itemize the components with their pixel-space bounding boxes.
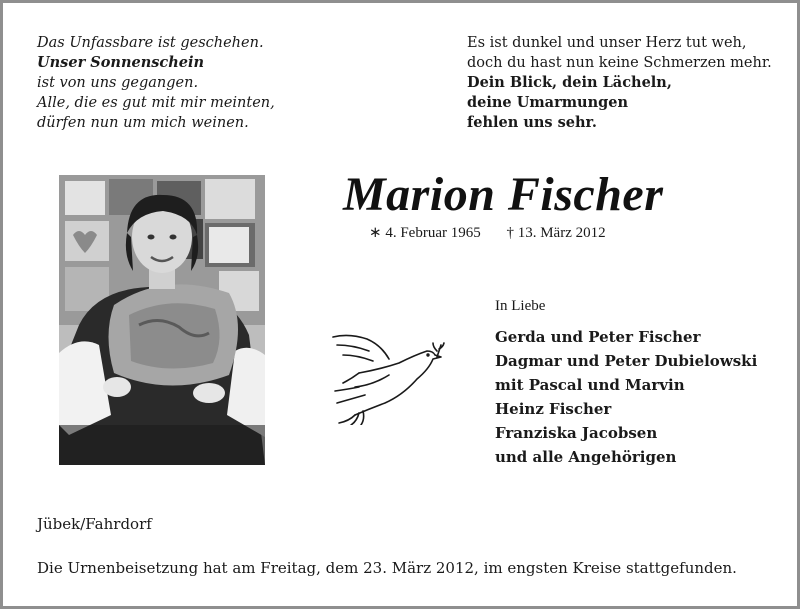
verse-left-line: Unser Sonnenschein (37, 54, 205, 71)
mourners-intro: In Liebe (495, 298, 546, 314)
mourner-entry: Gerda und Peter Fischer (495, 328, 701, 346)
verse-right-line: deine Umarmungen (467, 94, 629, 111)
place-of-residence: Jübek/Fahrdorf (37, 515, 152, 533)
mourner-entry: Heinz Fischer (495, 400, 612, 418)
verse-right-line: Dein Blick, dein Lächeln, (467, 74, 672, 91)
verse-left-line: ist von uns gegangen. (37, 75, 199, 91)
verse-right-line: Es ist dunkel und unser Herz tut weh, (467, 35, 747, 51)
burial-notice: Die Urnenbeisetzung hat am Freitag, dem 23. März 2012, im engsten Kreise stattgefunden. (37, 559, 737, 577)
mourner-entry: und alle Angehörigen (495, 448, 677, 466)
birth-date: ∗ 4. Februar 1965 (369, 225, 481, 241)
portrait-photo (59, 175, 265, 465)
death-date: † 13. März 2012 (506, 225, 606, 241)
verse-left (37, 33, 275, 133)
portrait-photo-image (59, 175, 265, 465)
mourner-entry: Dagmar und Peter Dubielowski (495, 352, 758, 370)
verse-left-line: Alle, die es gut mit mir meinten, (37, 95, 275, 111)
verse-right (467, 33, 772, 133)
verse-right-line: doch du hast nun keine Schmerzen mehr. (467, 55, 772, 71)
mourner-entry: mit Pascal und Marvin (495, 376, 685, 394)
verse-left-line: dürfen nun um mich weinen. (37, 115, 249, 131)
dove-icon (329, 329, 445, 425)
mourner-entry: Franziska Jacobsen (495, 424, 658, 442)
verse-right-line: fehlen uns sehr. (467, 114, 597, 131)
deceased-name: Marion Fischer (343, 168, 664, 221)
verse-left-line: Das Unfassbare ist geschehen. (37, 35, 264, 51)
life-dates (369, 223, 606, 242)
mourners-block (495, 296, 757, 469)
